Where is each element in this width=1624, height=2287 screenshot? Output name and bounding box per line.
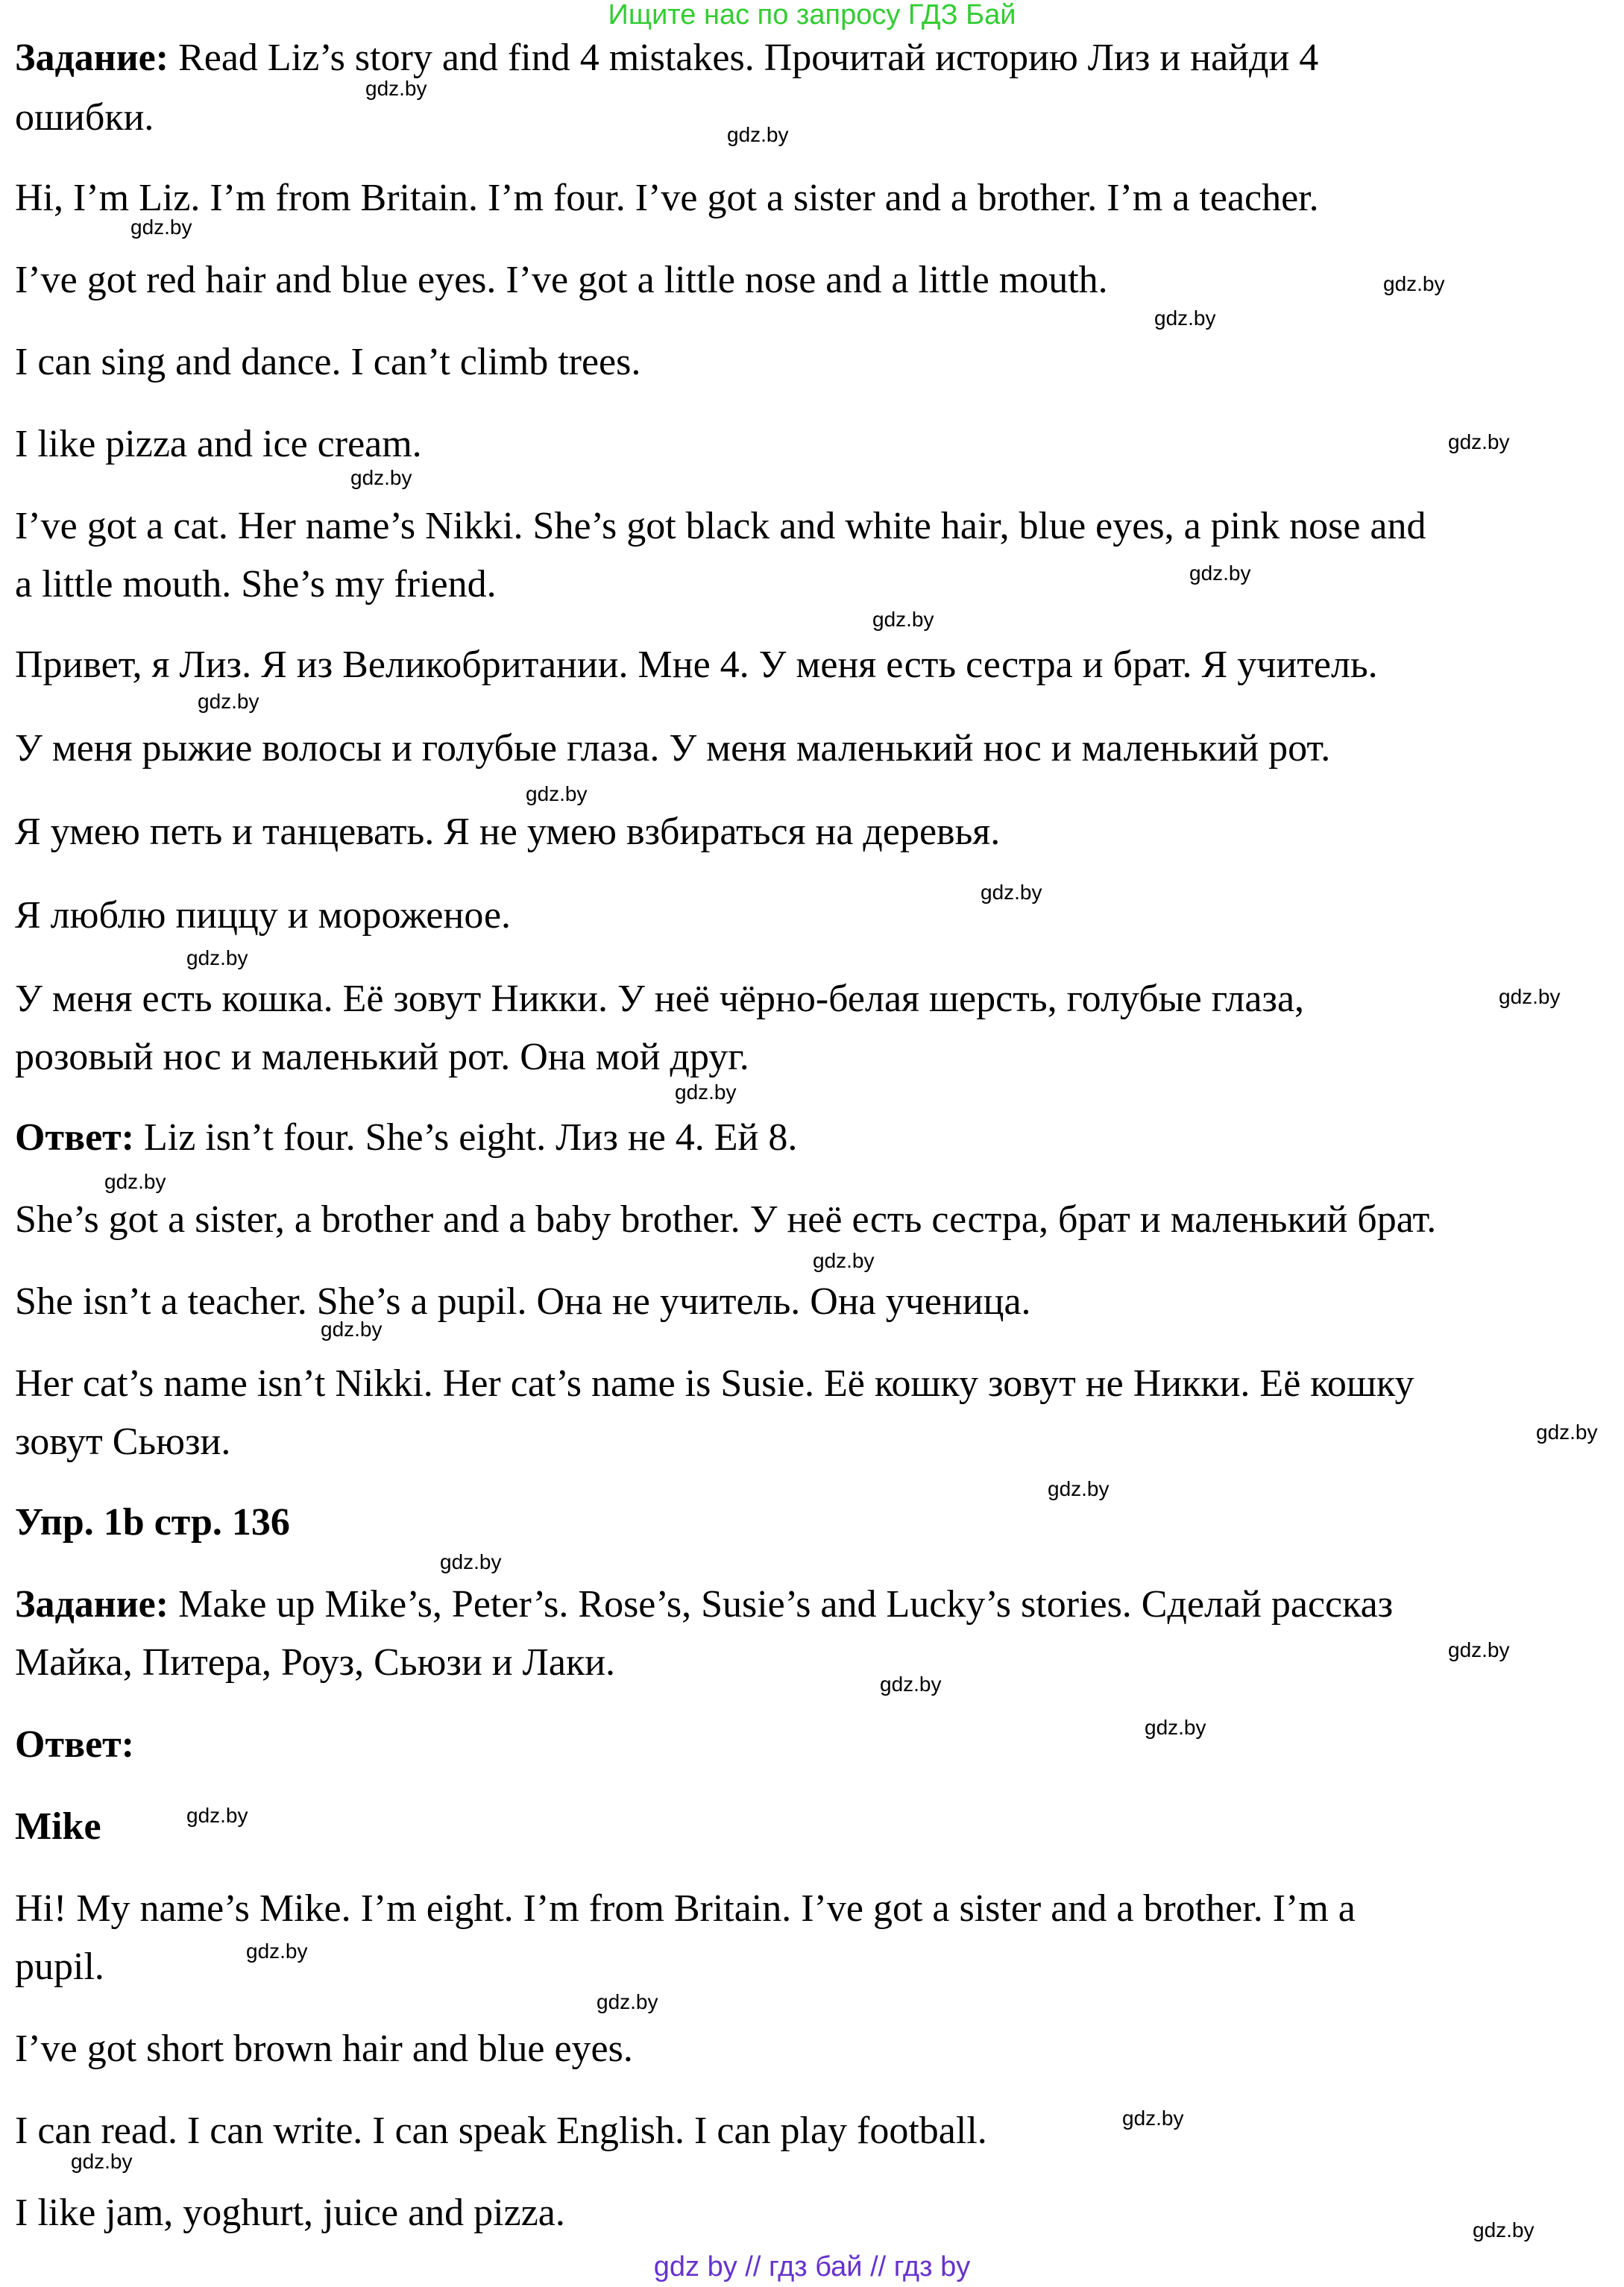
watermark: gdz.by <box>1122 2107 1184 2130</box>
mike-line: I can read. I can write. I can speak English. I can play football. <box>15 2110 987 2152</box>
watermark: gdz.by <box>104 1170 166 1193</box>
mike-line: Hi! My name’s Mike. I’m eight. I’m from Britain. I’ve got a sister and a brother. I’m a <box>15 1887 1356 1930</box>
watermark: gdz.by <box>350 466 412 489</box>
story-en-line: a little mouth. She’s my friend. <box>15 563 497 605</box>
mike-heading: Mike <box>15 1805 101 1848</box>
task2-label: Задание: <box>15 1583 169 1626</box>
watermark: gdz.by <box>440 1550 502 1573</box>
watermark: gdz.by <box>71 2150 133 2173</box>
watermark: gdz.by <box>526 782 588 805</box>
task2-text: Make up Mike’s, Peter’s. Rose’s, Susie’s and Lucky’s stories. Сделай рассказ <box>169 1583 1394 1626</box>
watermark: gdz.by <box>872 608 934 631</box>
watermark: gdz.by <box>1448 430 1510 453</box>
footer-links[interactable]: gdz by // гдз бай // гдз by <box>653 2251 971 2283</box>
watermark: gdz.by <box>1145 1716 1206 1739</box>
watermark: gdz.by <box>186 946 248 969</box>
story-ru-line: У меня есть кошка. Её зовут Никки. У неё чёрно-белая шерсть, голубые глаза, <box>15 978 1305 1020</box>
watermark: gdz.by <box>1499 985 1561 1008</box>
watermark: gdz.by <box>597 1990 658 2013</box>
mike-line: I like jam, yoghurt, juice and pizza. <box>15 2192 565 2234</box>
task2-line2: Майка, Питера, Роуз, Сьюзи и Лаки. <box>15 1641 616 1684</box>
watermark: gdz.by <box>1189 561 1251 585</box>
story-en-line: I can sing and dance. I can’t climb trees. <box>15 341 641 383</box>
answer1-line1 <box>15 1116 797 1160</box>
mike-line: I’ve got short brown hair and blue eyes. <box>15 2028 633 2070</box>
watermark: gdz.by <box>981 881 1042 904</box>
watermark: gdz.by <box>365 77 427 100</box>
answer2-label: Ответ: <box>15 1723 135 1766</box>
answer1-label: Ответ: <box>15 1116 135 1159</box>
watermark: gdz.by <box>880 1673 942 1696</box>
watermark: gdz.by <box>1048 1477 1110 1500</box>
story-ru-line: Я люблю пиццу и мороженое. <box>15 894 512 937</box>
answer1-line: She isn’t a teacher. She’s a pupil. Она не учитель. Она ученица. <box>15 1280 1031 1323</box>
answer1-text: Liz isn’t four. She’s eight. Лиз не 4. Ей 8. <box>134 1116 798 1159</box>
watermark: gdz.by <box>130 216 192 239</box>
watermark: gdz.by <box>246 1940 308 1963</box>
task1-line2: ошибки. <box>15 96 154 139</box>
watermark: gdz.by <box>1383 272 1445 295</box>
watermark: gdz.by <box>727 123 789 146</box>
answer1-line: She’s got a sister, a brother and a baby brother. У неё есть сестра, брат и маленький брат. <box>15 1198 1437 1241</box>
watermark: gdz.by <box>1473 2218 1535 2242</box>
task1-text: Read Liz’s story and find 4 mistakes. Прочитай историю Лиз и найди 4 <box>169 37 1319 79</box>
story-ru-line: розовый нос и маленький рот. Она мой друг. <box>15 1036 749 1078</box>
watermark: gdz.by <box>675 1080 737 1104</box>
task2-line1 <box>15 1582 1393 1627</box>
answer1-line: Her cat’s name isn’t Nikki. Her cat’s name is Susie. Её кошку зовут не Никки. Её кошку <box>15 1362 1414 1405</box>
story-en-line: I’ve got a cat. Her name’s Nikki. She’s got black and white hair, blue eyes, a pink nose and <box>15 505 1426 547</box>
task1-label: Задание: <box>15 37 169 79</box>
search-banner[interactable]: Ищите нас по запросу ГДЗ Бай <box>608 0 1016 31</box>
story-ru-line: Я умею петь и танцевать. Я не умею взбираться на деревья. <box>15 811 1001 853</box>
mike-line: pupil. <box>15 1945 104 1988</box>
answer1-line: зовут Сьюзи. <box>15 1421 231 1463</box>
watermark: gdz.by <box>321 1318 383 1341</box>
story-en-line: I’ve got red hair and blue eyes. I’ve got a little nose and a little mouth. <box>15 259 1108 301</box>
watermark: gdz.by <box>198 690 259 713</box>
watermark: gdz.by <box>813 1249 875 1272</box>
task1-line1 <box>15 36 1318 81</box>
watermark: gdz.by <box>1536 1421 1598 1444</box>
watermark: gdz.by <box>1448 1638 1510 1661</box>
story-en-line: Hi, I’m Liz. I’m from Britain. I’m four. I’ve got a sister and a brother. I’m a teacher. <box>15 177 1319 219</box>
exercise-heading: Упр. 1b стр. 136 <box>15 1501 290 1544</box>
watermark: gdz.by <box>1154 306 1216 330</box>
story-en-line: I like pizza and ice cream. <box>15 423 422 465</box>
story-ru-line: У меня рыжие волосы и голубые глаза. У меня маленький нос и маленький рот. <box>15 727 1331 770</box>
story-ru-line: Привет, я Лиз. Я из Великобритании. Мне 4. У меня есть сестра и брат. Я учитель. <box>15 644 1378 686</box>
watermark: gdz.by <box>186 1804 248 1827</box>
